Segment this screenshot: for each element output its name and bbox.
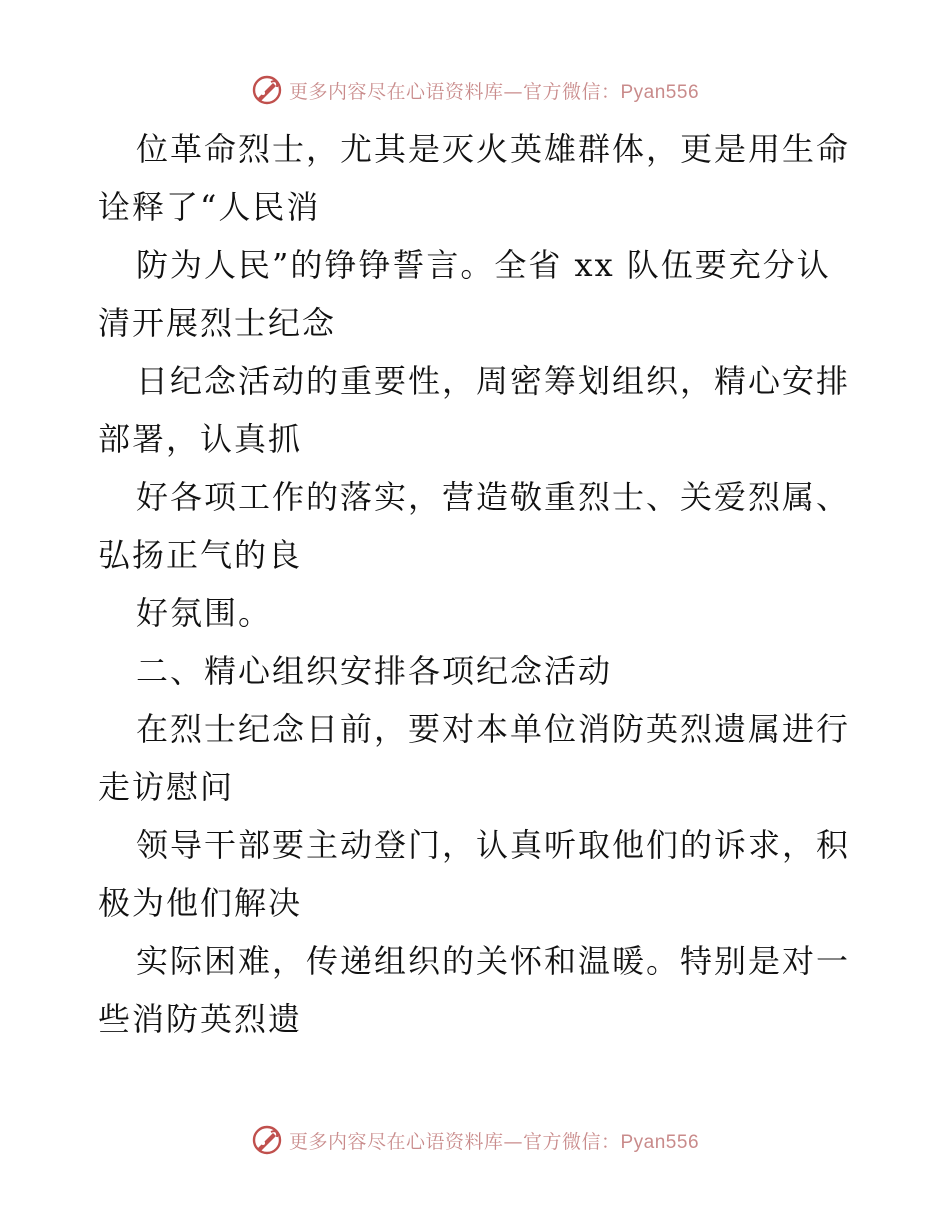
text-line: 些消防英烈遗: [98, 1000, 303, 1038]
header-watermark: [0, 72, 950, 108]
text-line: 位革命烈士，尤其是灭火英雄群体，更是用生命: [136, 130, 851, 168]
text-line: 走访慰问: [98, 768, 235, 806]
body-text: [98, 120, 858, 1048]
text-line: 弘扬正气的良: [98, 536, 303, 574]
text-line: 好氛围。: [136, 594, 273, 632]
quill-seal-icon: [251, 1124, 283, 1156]
section-heading: 二、精心组织安排各项纪念活动: [136, 652, 613, 690]
text-line: 好各项工作的落实，营造敬重烈士、关爱烈属、: [136, 478, 851, 516]
text-line: 日纪念活动的重要性，周密筹划组织，精心安排: [136, 362, 851, 400]
text-line: 部署，认真抓: [98, 420, 303, 458]
watermark-text: 更多内容尽在心语资料库—官方微信：Pyan556: [288, 1130, 700, 1153]
text-line: 极为他们解决: [98, 884, 303, 922]
quill-seal-icon: [251, 74, 283, 106]
watermark-text: 更多内容尽在心语资料库—官方微信：Pyan556: [288, 80, 700, 103]
text-line: 领导干部要主动登门，认真听取他们的诉求，积: [136, 826, 851, 864]
text-line: 诠释了“人民消: [98, 188, 321, 226]
text-line: 实际困难，传递组织的关怀和温暖。特别是对一: [136, 942, 851, 980]
footer-watermark: [0, 1122, 950, 1158]
text-line: 防为人民”的铮铮誓言。全省 xx 队伍要充分认: [136, 246, 831, 284]
text-line: 清开展烈士纪念: [98, 304, 337, 342]
text-line: 在烈士纪念日前，要对本单位消防英烈遗属进行: [136, 710, 851, 748]
